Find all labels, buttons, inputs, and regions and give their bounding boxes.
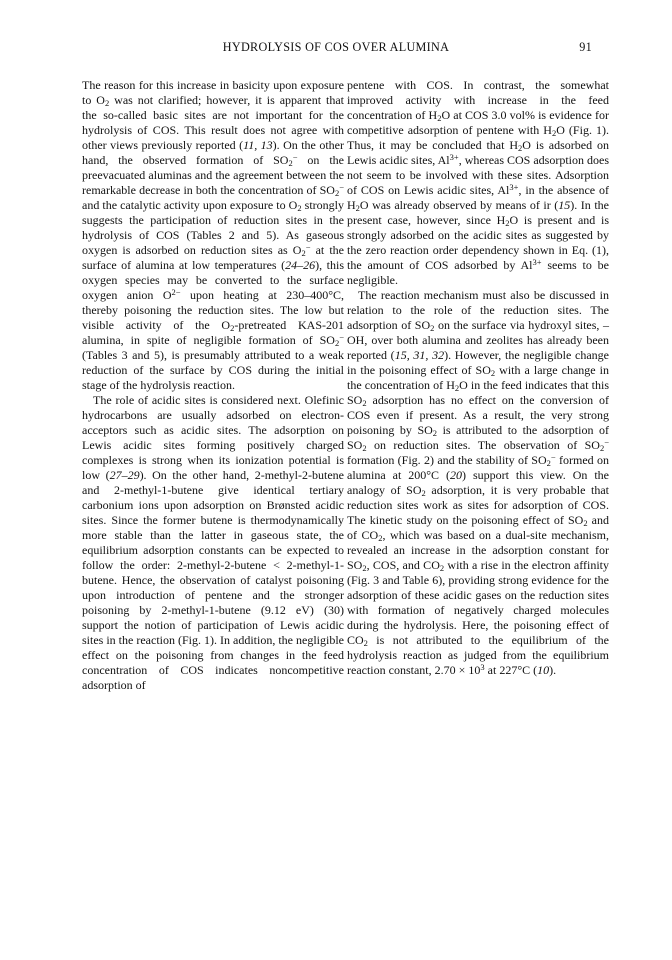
- left-paragraph-1: The reason for this increase in basicity upon exposure to $O_2$ was not clarified; however, it is apparent that the so-called basic sites are not important for the hydrolysis of COS. This result does not agree with other views previously reported (11, 13). On the other hand, the observed formation of $SO_2^-$ on the preevacuated aluminas and the agreement between the remarkable decrease in both the concentration of $SO_2^-$ and the catalytic activity upon exposure to $O_2$ strongly suggests the participation of reduction sites in the hydrolysis of COS (Tables 2 and 5). As gaseous oxygen is adsorbed on reduction sites as $O_2^-$ at the surface of alumina at low temperatures (24–26), this oxygen species may be converted to the surface oxygen anion $O^{2-}$ upon heating at 230–400°C, thereby poisoning the reduction sites. The low but visible activity of the $O_2$-pretreated KAS-201 alumina, in spite of negligible formation of $SO_2^-$ (Tables 3 and 5), is presumably attributed to a weak reduction of the surface by COS during the initial stage of the hydrolysis reaction.: [82, 78, 345, 392]
- right-column: [347, 78, 609, 678]
- running-title: HYDROLYSIS OF COS OVER ALUMINA: [222, 40, 450, 54]
- right-paragraph-1: pentene with COS. In contrast, the somewhat improved activity with increase in the feed concentration of $H_2O$ at COS 3.0 vol% is evidence for competitive adsorption of pentene with $H_2O$ (Fig. 1). Thus, it may be concluded that $H_2O$ is adsorbed on Lewis acidic sites, $Al^{3+}$, whereas COS adsorption does not seem to be involved with these sites. Adsorption of COS on Lewis acidic sites, $Al^{3+}$, in the absence of $H_2O$ was already observed by means of ir (15). In the present case, however, since $H_2O$ is present and is strongly adsorbed on the acidic sites as suggested by the zero reaction order dependency shown in Eq. (1), the amount of COS adsorbed by $Al^{3+}$ seems to be negligible.: [347, 78, 610, 287]
- left-column: [82, 78, 344, 693]
- page-number: 91: [579, 40, 592, 54]
- left-paragraph-2: The role of acidic sites is considered next. Olefinic hydrocarbons are usually adsorbed on electron-acceptors such as acidic sites. The adsorption on Lewis acidic sites forming positively charged complexes is strong when its ionization potential is low (27–29). On the other hand, 2-methyl-2-butene and 2-methyl-1-butene give identical tertiary carbonium ions upon adsorption on Brønsted acidic sites. Since the former butene is thermodynamically more stable than the latter in gaseous state, the equilibrium adsorption constants can be expected to follow the order: 2-methyl-2-butene < 2-methyl-1-butene. Hence, the observation of catalyst poisoning upon introduction of pentene and the stronger poisoning by 2-methyl-1-butene (9.12 eV) (30) support the notion of participation of Lewis acidic sites in the reaction (Fig. 1). In addition, the negligible effect on the poisoning from changes in the feed concentration of COS indicates noncompetitive adsorption of: [82, 393, 344, 692]
- running-header: [0, 40, 672, 60]
- right-paragraph-2: The reaction mechanism must also be discussed in relation to the role of the reduction sites. The adsorption of $SO_2$ on the surface via hydroxyl sites, –OH, over both alumina and zeolites has already been reported (15, 31, 32). However, the negligible change in the poisoning effect of $SO_2$ with a large change in the concentration of $H_2O$ in the feed indicates that this $SO_2$ adsorption has no effect on the conversion of COS even if present. As a result, the very strong poisoning by $SO_2$ is attributed to the adsorption of $SO_2$ on reduction sites. The observation of $SO_2^-$ formation (Fig. 2) and the stability of $SO_2^-$ formed on alumina at 200°C (20) support this view. On the analogy of $SO_2$ adsorption, it is very probable that reduction sites work as sites for adsorption of COS. The kinetic study on the poisoning effect of $SO_2$ and of $CO_2$, which was based on a dual-site mechanism, revealed an increase in the adsorption constant for $SO_2$, COS, and $CO_2$ with a rise in the electron affinity (Fig. 3 and Table 6), providing strong evidence for the adsorption of these acidic gases on the reduction sites with formation of negatively charged molecules during the hydrolysis. Here, the poisoning effect of $CO_2$ is not attributed to the equilibrium of the hydrolysis reaction as judged from the equilibrium reaction constant, $2.70 \times 10^3$ at 227°C (10).: [347, 288, 610, 677]
